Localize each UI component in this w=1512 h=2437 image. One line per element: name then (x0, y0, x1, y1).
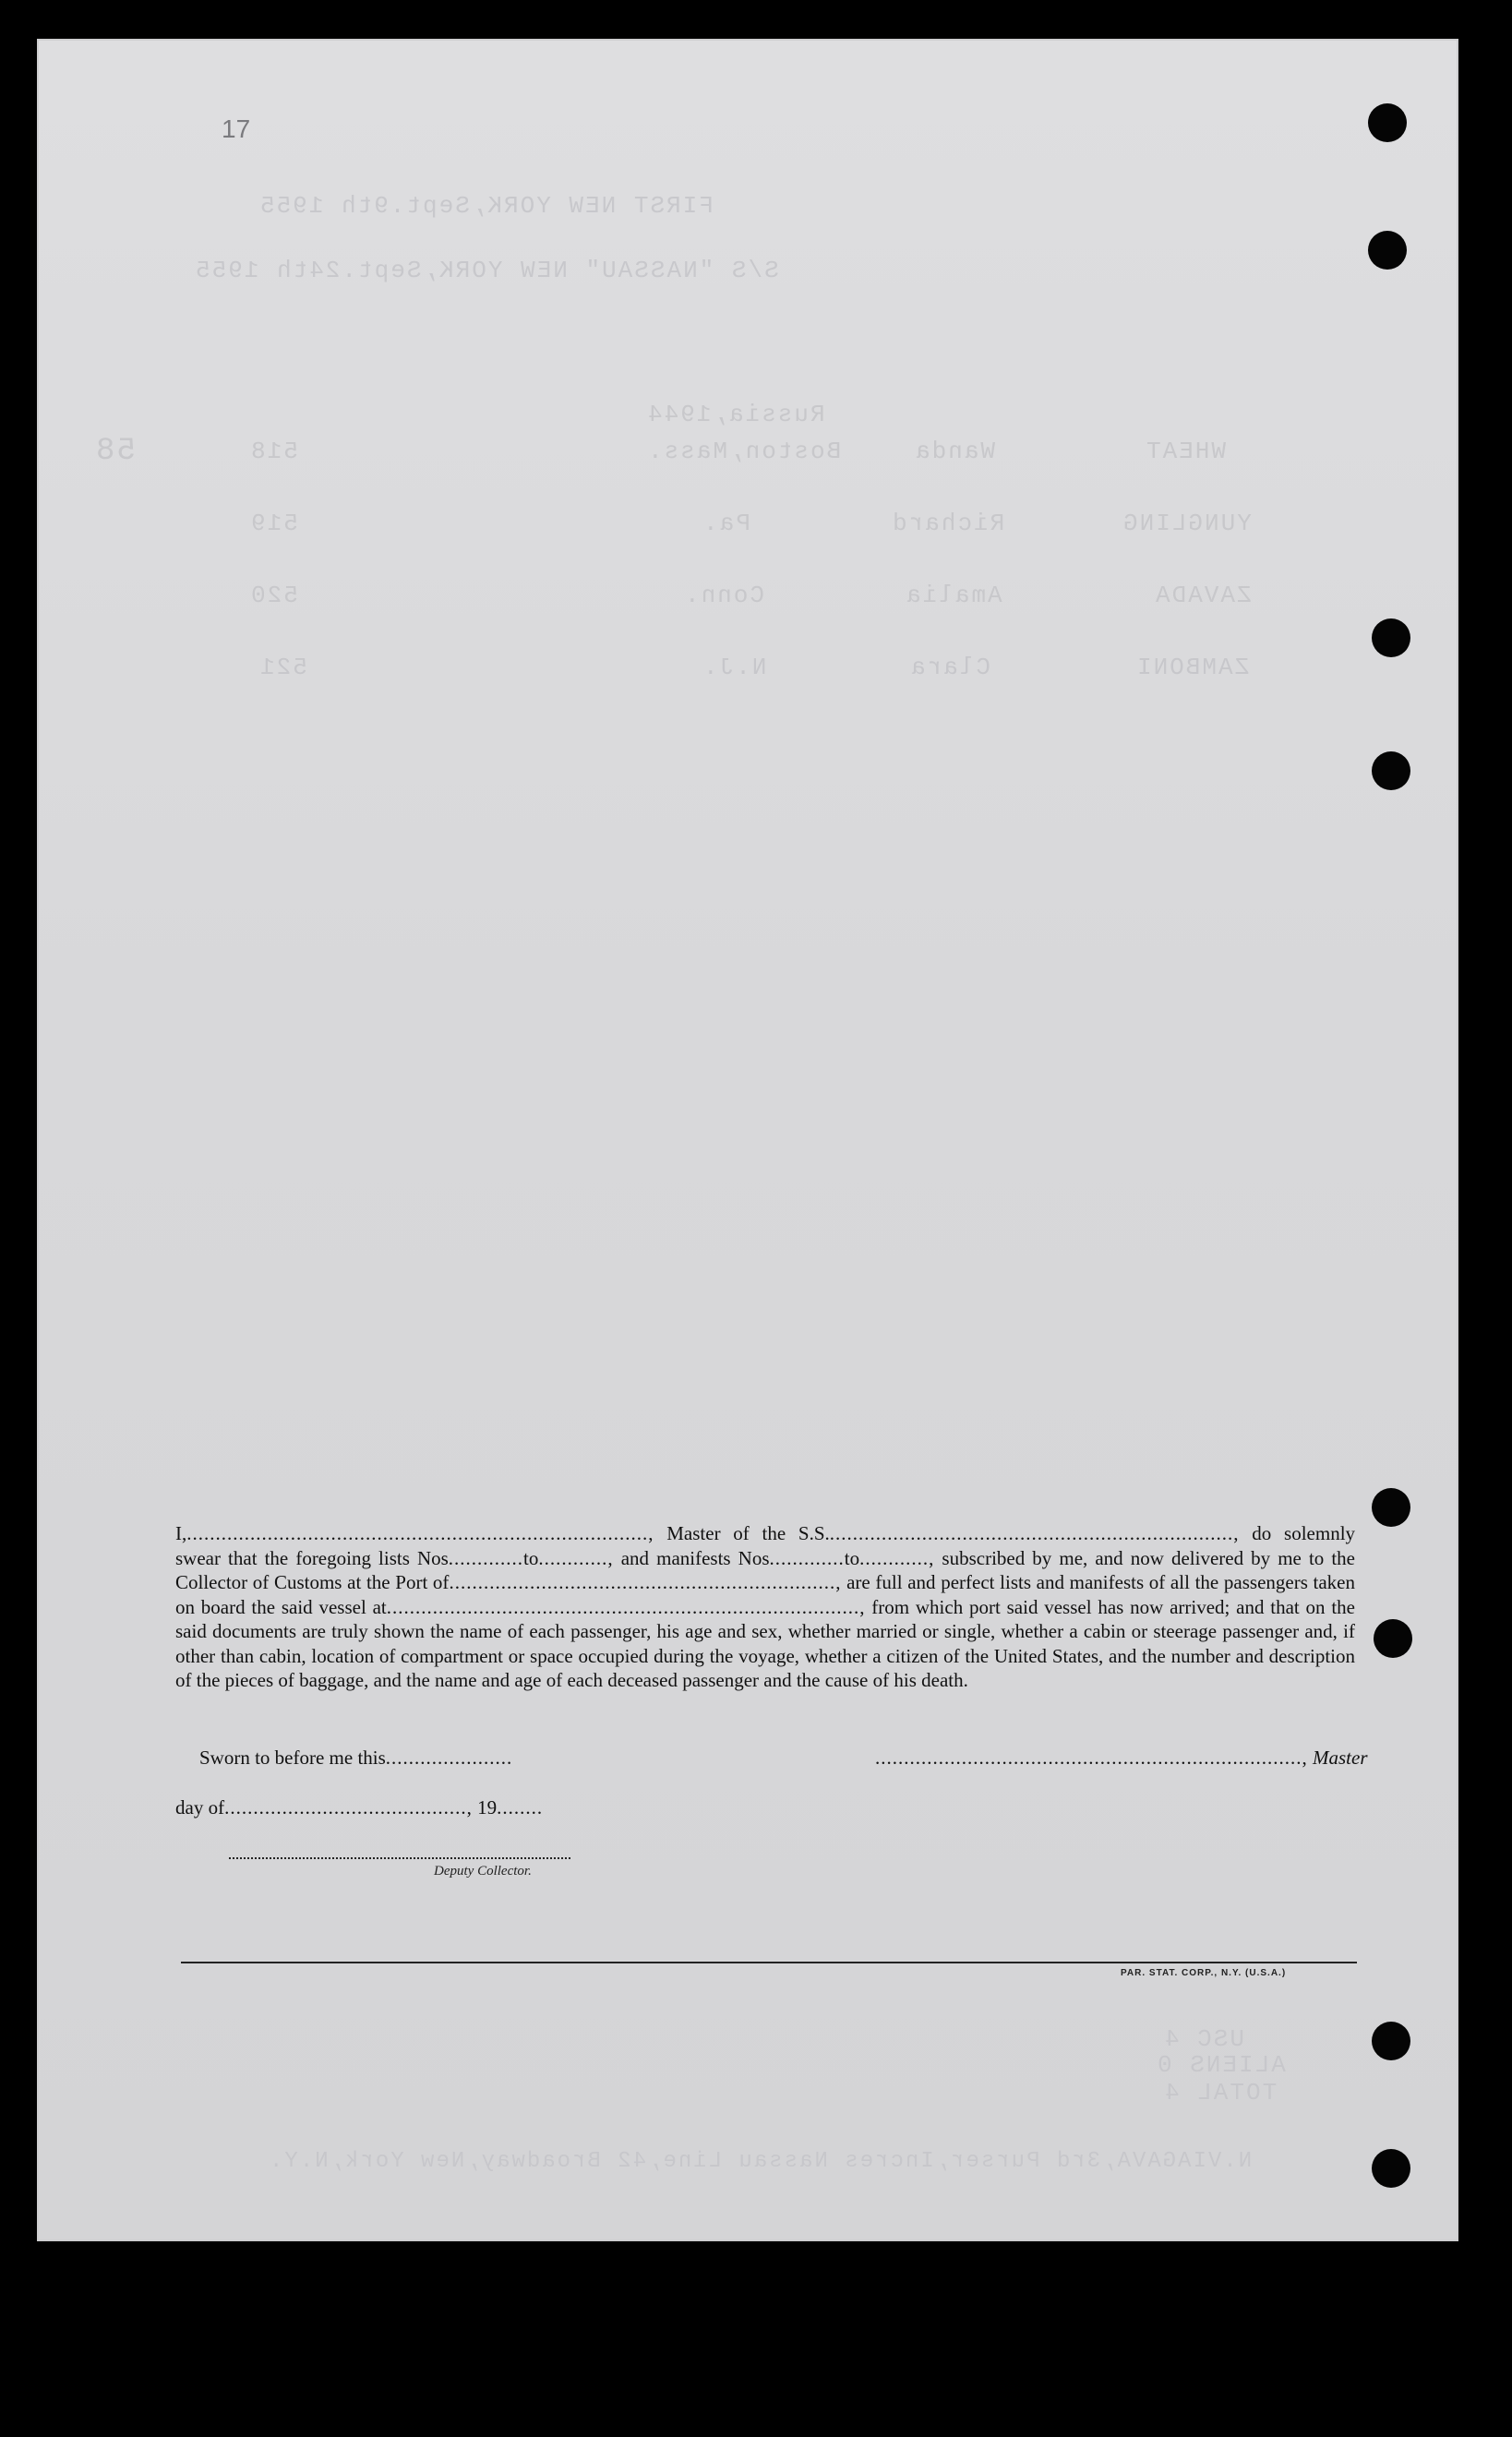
ghost-row-4-given: Clara (909, 654, 991, 681)
printer-imprint: PAR. STAT. CORP., N.Y. (U.S.A.) (1121, 1968, 1287, 1978)
ghost-row-1-extra: Russia,1944 (646, 401, 825, 428)
ghost-row-2-num: 519 (249, 510, 298, 537)
ghost-total-usc: USC 4 (1163, 2025, 1245, 2053)
oath-text: Master of the S.S. (666, 1522, 830, 1544)
oath-text: to (844, 1546, 860, 1569)
blank-manifest-to: ............, (859, 1546, 935, 1569)
sworn-line (199, 1747, 512, 1770)
handwritten-page-mark: 17 (222, 114, 251, 143)
ghost-row-1-place: Boston,Mass. (646, 438, 842, 465)
ghost-header-line1: FIRST NEW YORK,Sept.9th 1955 (258, 192, 714, 220)
day-line (175, 1796, 543, 1819)
day-label: day of (175, 1796, 225, 1819)
blank-port-of-embarkation: .................................................................................., (386, 1595, 866, 1618)
oath-paragraph (175, 1521, 1355, 1693)
oath-text: to (523, 1546, 539, 1569)
ghost-side-number: 58 (94, 434, 136, 469)
ghost-row-1-given: Wanda (914, 438, 996, 465)
blank-list-to: ............, (538, 1546, 614, 1569)
ghost-row-3-surname: ZAVADA (1154, 582, 1252, 609)
blank-manifest-from: ............. (769, 1546, 845, 1569)
ghost-total-total: TOTAL 4 (1163, 2079, 1278, 2107)
punch-hole (1368, 103, 1407, 142)
blank-year: ........ (497, 1796, 544, 1819)
ghost-header-line2: S/S "NASSAU" NEW YORK,Sept.24th 1955 (194, 257, 779, 284)
oath-text: I, (175, 1522, 187, 1544)
year-label: 19 (477, 1796, 498, 1819)
punch-hole (1372, 2149, 1410, 2188)
ghost-row-1-num: 518 (249, 438, 298, 465)
ghost-row-3-place: Conn. (683, 582, 765, 609)
blank-sworn-date: ...................... (385, 1747, 513, 1769)
ghost-row-4-num: 521 (258, 654, 307, 681)
oath-text: from which port said vessel has now arrived; and that on the said documents are truly shown the name of each passenger, his age and sex, whether married or single, whether a cabin or steerage passenger and, if other than cabin, location of compartment or space occupied during the voyage, whether a citizen of the United States, and the number and description of the pieces of baggage, and the name and age of each deceased passenger and the cause of his death. (175, 1595, 1356, 1691)
punch-hole (1372, 751, 1410, 790)
ghost-row-1-surname: WHEAT (1145, 438, 1227, 465)
ghost-row-3-num: 520 (249, 582, 298, 609)
ghost-row-4-surname: ZAMBONI (1135, 654, 1250, 681)
deputy-collector-label: Deputy Collector. (434, 1864, 532, 1879)
ghost-row-2-given: Richard (891, 510, 1005, 537)
punch-hole (1374, 1619, 1412, 1658)
punch-hole (1368, 231, 1407, 270)
punch-hole (1372, 618, 1410, 657)
ghost-row-4-place: N.J. (702, 654, 767, 681)
master-signature-line (875, 1747, 1368, 1770)
blank-day-month: .........................................., (224, 1796, 473, 1819)
oath-text: and manifests Nos (620, 1546, 770, 1569)
blank-master-signature: .........................................................................., (875, 1747, 1308, 1769)
deputy-signature-line (229, 1857, 570, 1859)
ghost-row-3-given: Amalia (905, 582, 1002, 609)
sworn-label: Sworn to before me this (199, 1747, 386, 1769)
blank-port: ..................................................................., (449, 1571, 842, 1593)
ghost-footer-line: N.VIAGAVA,3rd Purser,Incres Nassau Line,42 Broadway,New York,N.Y. (268, 2149, 1253, 2174)
oath-text: do solemnly swear that the foregoing lists Nos (175, 1522, 1356, 1569)
blank-list-from: ............. (448, 1546, 524, 1569)
punch-hole (1372, 2022, 1410, 2060)
blank-master-name: ................................................................................, (186, 1522, 654, 1544)
master-label: Master (1313, 1747, 1368, 1769)
manifest-sheet (37, 39, 1458, 2241)
ghost-total-aliens: ALIENS 0 (1156, 2051, 1286, 2079)
blank-vessel-name: ......................................................................, (829, 1522, 1240, 1544)
oath-text: subscribed by me, and now delivered by me to the Collector of Customs at the Port of (175, 1546, 1356, 1593)
ghost-row-2-surname: YUNGLING (1122, 510, 1252, 537)
ghost-row-2-place: Pa. (702, 510, 750, 537)
footer-rule (181, 1962, 1357, 1963)
punch-hole (1372, 1488, 1410, 1527)
oath-text: are full and perfect lists and manifests of all the passengers taken on board the said vessel at (175, 1571, 1356, 1618)
